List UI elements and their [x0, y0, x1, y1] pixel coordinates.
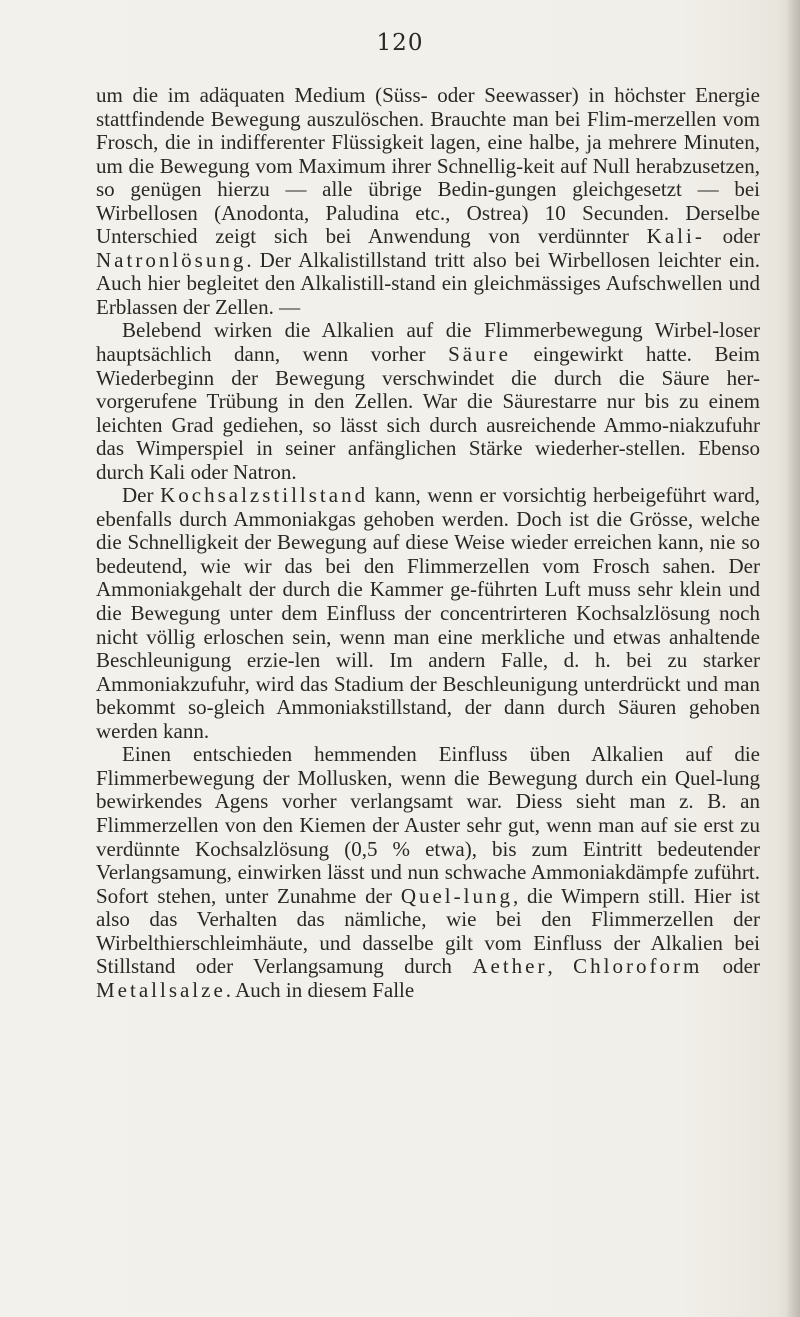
- text-run: . Der Alkalistillstand tritt also bei Wirbellosen leichter ein. Auch hier begleitet den Alkalistill-stand ein gleichmässiges Aufschwellen und Erblassen der Zellen. —: [96, 247, 760, 319]
- text-run: . Auch in diesem Falle: [225, 977, 415, 1002]
- text-run: oder: [704, 224, 760, 249]
- text-run: ,: [547, 954, 574, 979]
- text-run: eingewirkt hatte. Beim Wiederbeginn der Bewegung verschwindet die durch die Säure her-vorgerufene Trübung in den Zellen. War die Säurestarre nur bis zu einem leichten Grad gediehen, so lässt sich durch ausreichende Ammo-niakzufuhr das Wimperspiel in seiner anfänglichen Stärke wiederher-stellen. Ebenso durch Kali oder Natron.: [96, 342, 760, 484]
- page-number: 120: [376, 30, 424, 56]
- text-run: Der: [122, 483, 161, 508]
- text-run: , die Wimpern still. Hier ist also das Verhalten das nämliche, wie bei den Flimmerzellen der Wirbelthierschleimhäute, und dasselbe gilt vom Einfluss der Alkalien bei Stillstand oder Verlangsamung durch: [96, 883, 761, 979]
- emphasized-term: Metallsalze: [96, 977, 226, 1002]
- text-run: kann, wenn er vorsichtig herbeigeführt ward, ebenfalls durch Ammoniakgas gehoben werden. Doch ist die Grösse, welche die Schnelligkeit der Bewegung auf diese Weise wieder erreichen kann, nie so bedeutend, wie wir das bei den Flimmerzellen vom Frosch sahen. Der Ammoniakgehalt der durch die Kammer ge-führten Luft muss sehr klein und die Bewegung unter dem Einfluss der concentrirteren Kochsalzlösung noch nicht völlig erloschen sein, wenn man eine merkliche und etwas anhaltende Beschleunigung erzie-len will. Im andern Falle, d. h. bei zu starker Ammoniakzufuhr, wird das Stadium der Beschleunigung unterdrückt und man bekommt so-gleich Ammoniakstillstand, der dann durch Säuren gehoben werden kann.: [96, 483, 761, 743]
- emphasized-term: Säure: [448, 342, 511, 367]
- paragraph: [96, 743, 760, 1002]
- emphasized-term: Natronlösung: [96, 247, 247, 272]
- emphasized-term: Aether: [472, 954, 548, 979]
- emphasized-term: Kochsalzstillstand: [160, 483, 369, 508]
- paragraph: [96, 84, 760, 319]
- body-text: [96, 84, 760, 1002]
- text-run: Einen entschieden hemmenden Einfluss üben Alkalien auf die Flimmerbewegung der Mollusken, wenn die Bewegung durch ein Quel-lung bewirkendes Agens vorher verlangsamt war. Diess sieht man z. B. an Flimmerzellen von den Kiemen der Auster sehr gut, wenn man auf sie erst zu verdünnte Kochsalzlösung (0,5 % etwa), bis zum Eintritt bedeutender Verlangsamung, einwirken lässt und nun schwache Ammoniakdämpfe zuführt. Sofort stehen, unter Zunahme der: [96, 742, 760, 908]
- page-edge-shadow: [786, 0, 800, 1317]
- text-run: um die im adäquaten Medium (Süss- oder Seewasser) in höchster Energie stattfindende Bewegung auszulöschen. Brauchte man bei Flim-merzellen vom Frosch, die in indifferenter Flüssigkeit lagen, eine halbe, ja mehrere Minuten, um die Bewegung vom Maximum ihrer Schnellig-keit auf Null herabzusetzen, so genügen hierzu — alle übrige Bedin-gungen gleichgesetzt — bei Wirbellosen (Anodonta, Paludina etc., Ostrea) 10 Secunden. Derselbe Unterschied zeigt sich bei Anwendung von verdünnter: [96, 83, 760, 249]
- emphasized-term: Kali-: [646, 224, 705, 249]
- text-run: Belebend wirken die Alkalien auf die Flimmerbewegung Wirbel-loser hauptsächlich dann, wenn vorher: [96, 318, 760, 367]
- paragraph: [96, 484, 760, 743]
- emphasized-term: Chloroform: [573, 954, 703, 979]
- emphasized-term: Quel-lung: [400, 883, 513, 908]
- text-run: oder: [702, 954, 760, 979]
- paragraph: [96, 319, 760, 484]
